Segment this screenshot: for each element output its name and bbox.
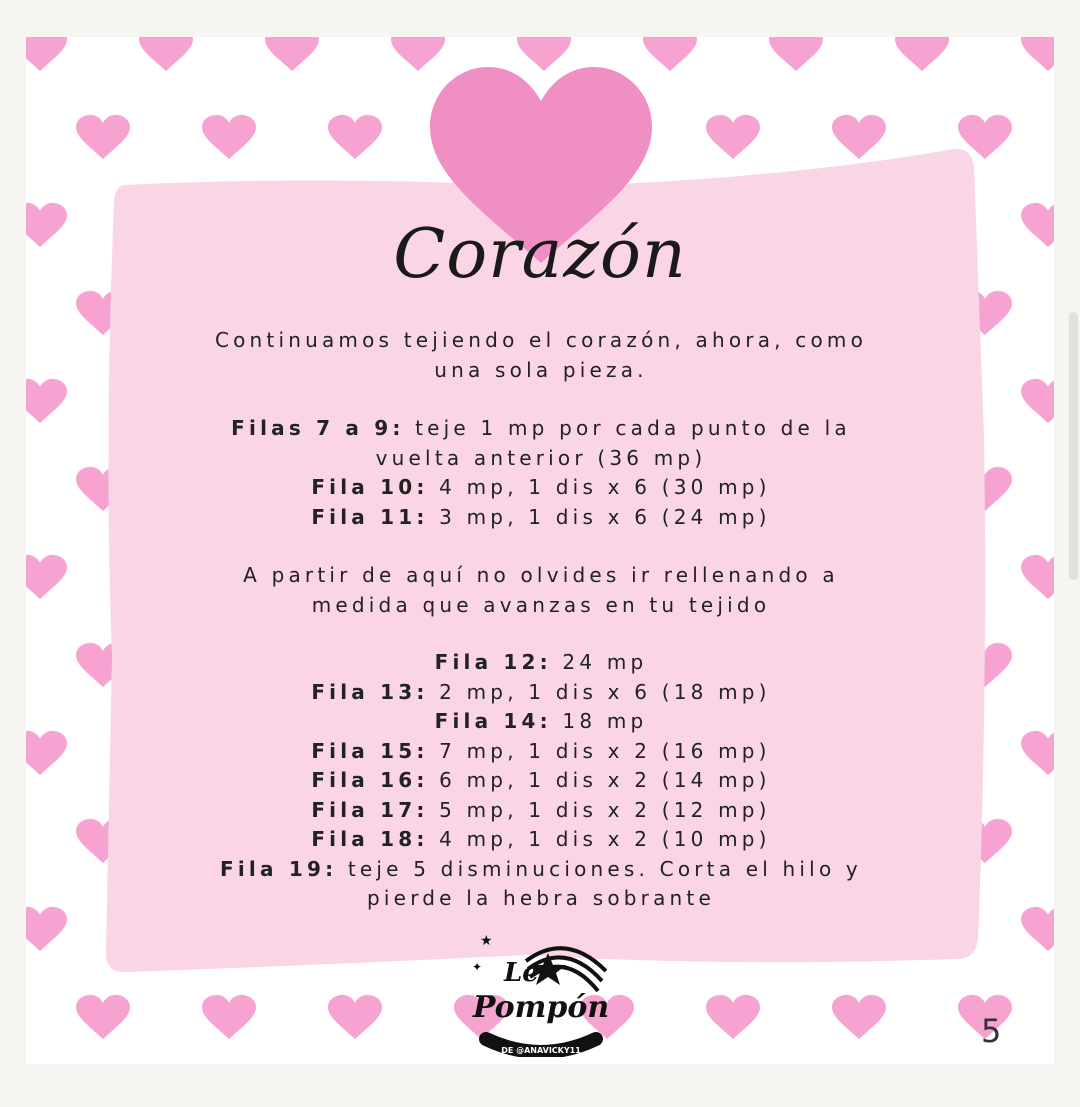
row-label: Fila 13:	[311, 679, 429, 704]
row-line	[146, 825, 936, 855]
row-text: pierde la hebra sobrante	[367, 886, 715, 910]
row-line	[146, 414, 936, 444]
note-line: A partir de aquí no olvides ir rellenando a	[243, 563, 839, 587]
row-text: teje 1 mp por cada punto de la	[404, 416, 851, 440]
row-text: 4 mp, 1 dis x 2 (10 mp)	[428, 827, 771, 851]
svg-text:✦: ✦	[472, 960, 483, 974]
logo-line2: Pompón	[472, 990, 610, 1025]
row-label: Fila 17:	[311, 797, 429, 822]
rows-block-b	[146, 648, 936, 914]
content-card	[26, 37, 1054, 1064]
note-line: medida que avanzas en tu tejido	[311, 592, 771, 617]
row-text: vuelta anterior (36 mp)	[375, 445, 707, 470]
row-text: 18 mp	[551, 709, 648, 733]
row-label: Fila 11:	[311, 504, 429, 529]
row-line	[146, 737, 936, 767]
row-text: 5 mp, 1 dis x 2 (12 mp)	[428, 797, 771, 822]
row-line	[146, 707, 936, 737]
rows-block-a	[146, 414, 936, 532]
svg-text:★: ★	[480, 933, 493, 949]
row-line	[146, 766, 936, 796]
intro-line: una sola pieza.	[434, 357, 648, 382]
row-line	[146, 473, 936, 503]
logo-ring-text: DE @ANAVICKY11	[501, 1046, 581, 1055]
row-text: 2 mp, 1 dis x 6 (18 mp)	[428, 679, 771, 704]
row-label: Fila 19:	[220, 856, 338, 881]
row-label: Fila 12:	[434, 650, 552, 674]
logo-line1: Le	[504, 958, 539, 988]
row-text: 4 mp, 1 dis x 6 (30 mp)	[428, 475, 771, 499]
scrollbar[interactable]	[1069, 312, 1078, 580]
row-line	[146, 855, 936, 885]
row-label: Fila 15:	[311, 738, 429, 763]
row-line	[146, 648, 936, 678]
row-line	[146, 503, 936, 533]
page-title: Corazón	[393, 215, 687, 294]
row-label: Fila 10:	[311, 475, 429, 499]
row-line	[146, 678, 936, 708]
le-pompon-logo	[466, 931, 616, 1057]
row-line	[146, 444, 936, 474]
row-label: Fila 14:	[434, 709, 552, 733]
row-text: teje 5 disminuciones. Corta el hilo y	[337, 856, 862, 881]
row-text: 24 mp	[551, 650, 648, 674]
row-text: 3 mp, 1 dis x 6 (24 mp)	[428, 504, 771, 529]
page-number: 5	[981, 1012, 1002, 1050]
page	[26, 37, 1054, 1064]
row-line	[146, 796, 936, 826]
row-text: 6 mp, 1 dis x 2 (14 mp)	[428, 768, 771, 792]
row-text: 7 mp, 1 dis x 2 (16 mp)	[428, 738, 771, 763]
row-label: Filas 7 a 9:	[231, 416, 405, 440]
row-label: Fila 18:	[311, 827, 429, 851]
intro-paragraph	[146, 326, 936, 385]
note-paragraph	[146, 561, 936, 620]
row-line	[146, 884, 936, 914]
intro-line: Continuamos tejiendo el corazón, ahora, como	[214, 328, 868, 352]
row-label: Fila 16:	[311, 768, 429, 792]
